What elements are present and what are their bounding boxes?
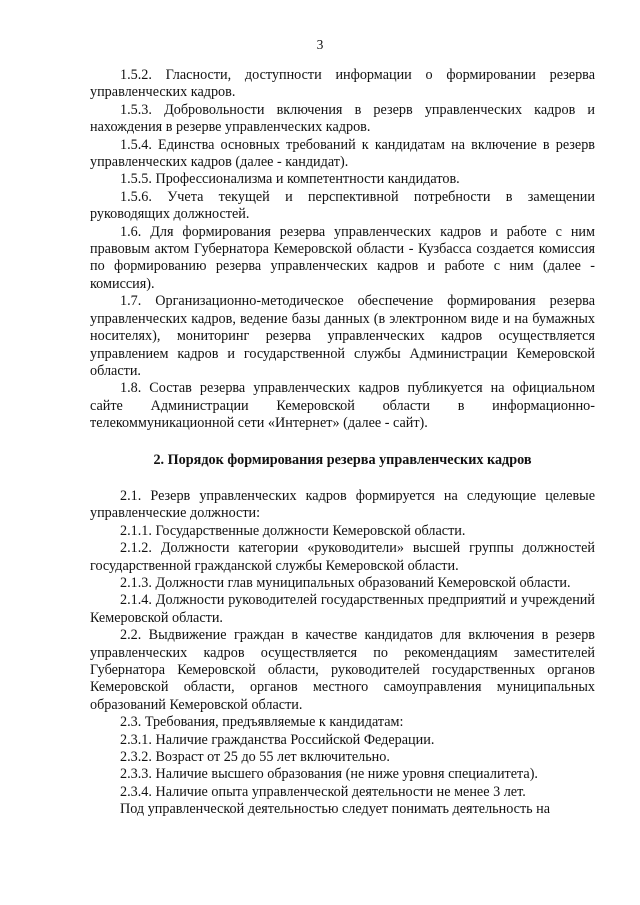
paragraph-1-7: 1.7. Организационно-методическое обеспечение формирования резерва управленческих кадров, ведение базы данных (в электронном виде и на бумажных носителях), мониторинг резерва управленческих кадров осуществляется управлением кадров и государственной службы Администрации Кемеровской области.: [90, 293, 595, 379]
paragraph-1-5-4: 1.5.4. Единства основных требований к кандидатам на включение в резерв управленческих кадров (далее - кандидат).: [90, 136, 595, 171]
paragraph-management-definition: Под управленческой деятельностью следует понимать деятельность на: [120, 801, 551, 818]
paragraph-2-2: 2.2. Выдвижение граждан в качестве кандидатов для включения в резерв управленческих кадров осуществляется по рекомендациям заместителей Губернатора Кемеровской области, руководителей государственных органов Кемеровской области, органов местного самоуправления муниципальных образований Кемеровской области.: [90, 627, 595, 713]
paragraph-1-5-5: 1.5.5. Профессионализма и компетентности кандидатов.: [120, 171, 460, 188]
section-heading: 2. Порядок формирования резерва управленческих кадров: [153, 451, 532, 468]
paragraph-2-1: 2.1. Резерв управленческих кадров формируется на следующие целевые управленческие должности:: [90, 487, 595, 522]
paragraph-2-3: 2.3. Требования, предъявляемые к кандидатам:: [120, 714, 404, 731]
paragraph-1-8: 1.8. Состав резерва управленческих кадров публикуется на официальном сайте Администрации Кемеровской области в информационно-телекоммуникационной сети «Интернет» (далее - сайт).: [90, 380, 595, 432]
paragraph-2-1-4: 2.1.4. Должности руководителей государственных предприятий и учреждений Кемеровской области.: [90, 592, 595, 626]
paragraph-2-1-1: 2.1.1. Государственные должности Кемеровской области.: [120, 522, 466, 539]
paragraph-1-5-2: 1.5.2. Гласности, доступности информации о формировании резерва управленческих кадров.: [90, 67, 595, 101]
paragraph-2-3-3: 2.3.3. Наличие высшего образования (не ниже уровня специалитета).: [120, 766, 538, 783]
paragraph-2-3-2: 2.3.2. Возраст от 25 до 55 лет включительно.: [120, 749, 390, 766]
paragraph-1-5-6: 1.5.6. Учета текущей и перспективной потребности в замещении руководящих должностей.: [90, 188, 595, 223]
paragraph-2-1-2: 2.1.2. Должности категории «руководители» высшей группы должностей государственной гражданской службы Кемеровской области.: [90, 540, 595, 574]
paragraph-1-6: 1.6. Для формирования резерва управленческих кадров и работе с ним правовым актом Губернатора Кемеровской области - Кузбасса создается комиссия по формированию резерва управленческих кадров и работе с ним (далее - комиссия).: [90, 223, 595, 292]
paragraph-2-1-3: 2.1.3. Должности глав муниципальных образований Кемеровской области.: [120, 574, 571, 591]
paragraph-2-3-4: 2.3.4. Наличие опыта управленческой деятельности не менее 3 лет.: [120, 783, 526, 800]
page-number: 3: [316, 37, 324, 52]
paragraph-1-5-3: 1.5.3. Добровольности включения в резерв управленческих кадров и нахождения в резерве управленческих кадров.: [90, 101, 595, 136]
document-body: [90, 67, 595, 819]
paragraph-2-3-1: 2.3.1. Наличие гражданства Российской Федерации.: [120, 731, 435, 748]
